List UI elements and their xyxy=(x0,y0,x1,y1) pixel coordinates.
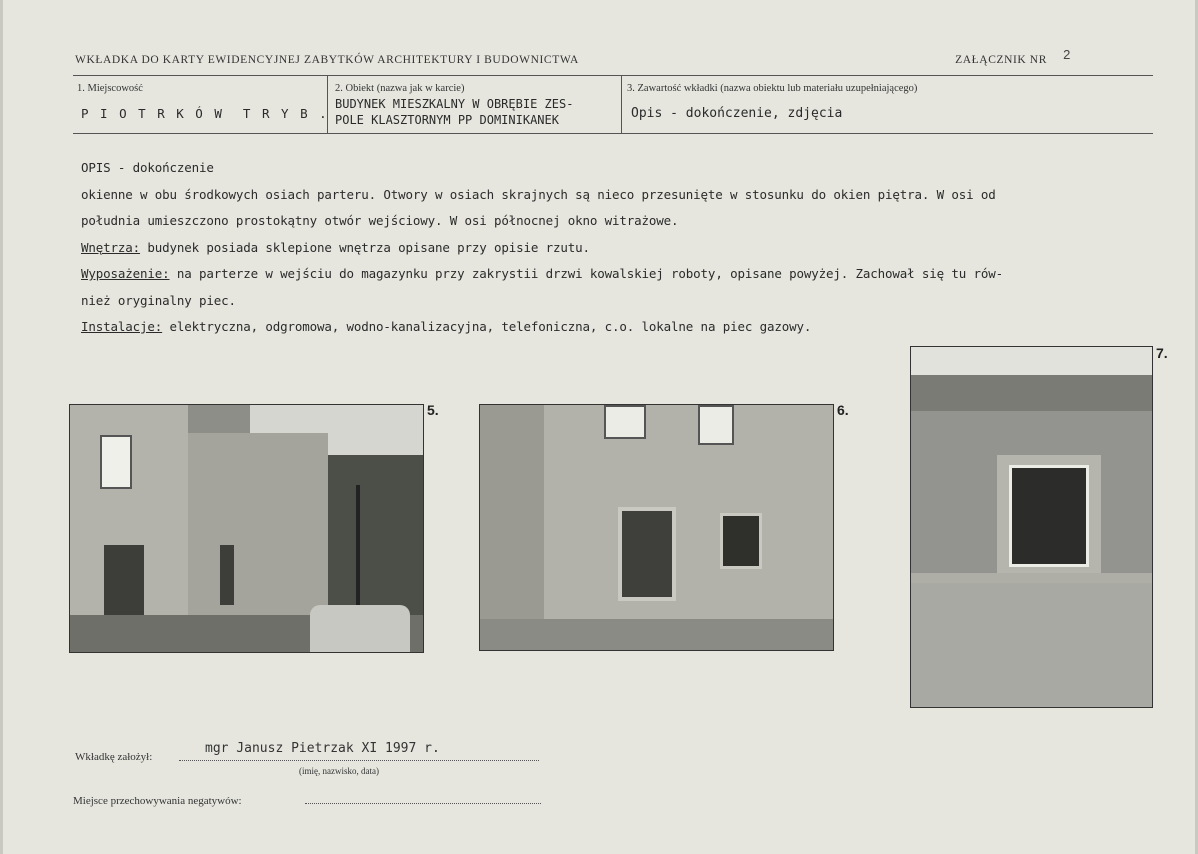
photo-number-6: 6. xyxy=(837,402,849,418)
object-value-line1: BUDYNEK MIESZKALNY W OBRĘBIE ZES- xyxy=(335,97,574,111)
entrance-door xyxy=(618,507,676,601)
field-divider-2 xyxy=(621,76,622,133)
photo-5-street-view xyxy=(69,404,424,653)
object-value-line2: POLE KLASZTORNYM PP DOMINIKANEK xyxy=(335,113,559,127)
place-label: 1. Miejscowość xyxy=(77,83,143,94)
place-value: P I O T R K Ó W T R Y B . xyxy=(81,106,329,121)
interiors-text: budynek posiada sklepione wnętrza opisane przy opisie rzutu. xyxy=(140,239,590,255)
ground-window xyxy=(720,513,762,569)
description-text xyxy=(81,155,1141,341)
lower-wall xyxy=(911,583,1153,708)
field-divider-1 xyxy=(327,76,328,133)
photo-6-entrance xyxy=(479,404,834,651)
attachment-label: ZAŁĄCZNIK NR xyxy=(955,54,1047,66)
doorway xyxy=(104,545,144,625)
facade xyxy=(188,433,328,633)
photo-number-7: 7. xyxy=(1156,345,1168,361)
fields-rule xyxy=(73,133,1153,134)
interiors-paragraph xyxy=(81,235,1141,262)
founded-label: Wkładkę założył: xyxy=(75,751,153,763)
upper-window-right xyxy=(698,405,734,445)
card-title: WKŁADKA DO KARTY EWIDENCYJNEJ ZABYTKÓW ARCHITEKTURY I BUDOWNICTWA xyxy=(75,54,579,66)
equipment-paragraph xyxy=(81,261,1141,288)
description-line-1: okienne w obu środkowych osiach parteru. Otwory w osiach skrajnych są nieco przesunięte w stosunku do okien piętra. W osi od xyxy=(81,186,996,202)
interiors-label: Wnętrza: xyxy=(81,239,141,255)
content-value: Opis - dokończenie, zdjęcia xyxy=(631,106,843,121)
negatives-dotted-line xyxy=(305,803,541,804)
pilaster xyxy=(480,405,544,625)
installations-text: elektryczna, odgromowa, wodno-kanalizacyjna, telefoniczna, c.o. lokalne na piec gazowy. xyxy=(162,319,812,334)
founded-dotted-line xyxy=(179,760,539,761)
eaves xyxy=(911,375,1153,411)
trees xyxy=(328,455,424,615)
building-window xyxy=(100,435,132,489)
founded-value: mgr Janusz Pietrzak XI 1997 r. xyxy=(205,741,440,756)
photo-7-window-detail xyxy=(910,346,1153,708)
sky-strip xyxy=(911,347,1153,375)
equipment-continuation: nież oryginalny piec. xyxy=(81,292,236,308)
description-heading: OPIS - dokończenie xyxy=(81,160,214,175)
content-label: 3. Zawartość wkładki (nazwa obiektu lub materiału uzupełniającego) xyxy=(627,83,918,94)
negatives-label: Miejsce przechowywania negatywów: xyxy=(73,795,242,807)
attachment-number: 2 xyxy=(1063,47,1071,62)
description-line-2: południa umieszczono prostokątny otwór wejściowy. W osi północnej okno witrażowe. xyxy=(81,213,679,228)
cornice-band xyxy=(911,573,1153,583)
upper-window-left xyxy=(604,405,646,439)
installations-label: Instalacje: xyxy=(81,319,163,334)
header-rule xyxy=(73,75,1153,76)
facade-door xyxy=(220,545,234,605)
card-header xyxy=(75,47,1153,66)
installations-paragraph xyxy=(81,314,1141,341)
parked-car xyxy=(310,605,410,653)
founded-hint: (imię, nazwisko, data) xyxy=(299,766,379,776)
window-sash xyxy=(1009,465,1089,567)
photo-number-5: 5. xyxy=(427,402,439,418)
equipment-text: na parterze w wejściu do magazynku przy zakrystii drzwi kowalskiej roboty, opisane powyżej. Zachował się tu rów- xyxy=(169,266,1003,281)
sidewalk xyxy=(480,619,834,651)
equipment-label: Wyposażenie: xyxy=(81,266,170,281)
object-label: 2. Obiekt (nazwa jak w karcie) xyxy=(335,83,465,94)
